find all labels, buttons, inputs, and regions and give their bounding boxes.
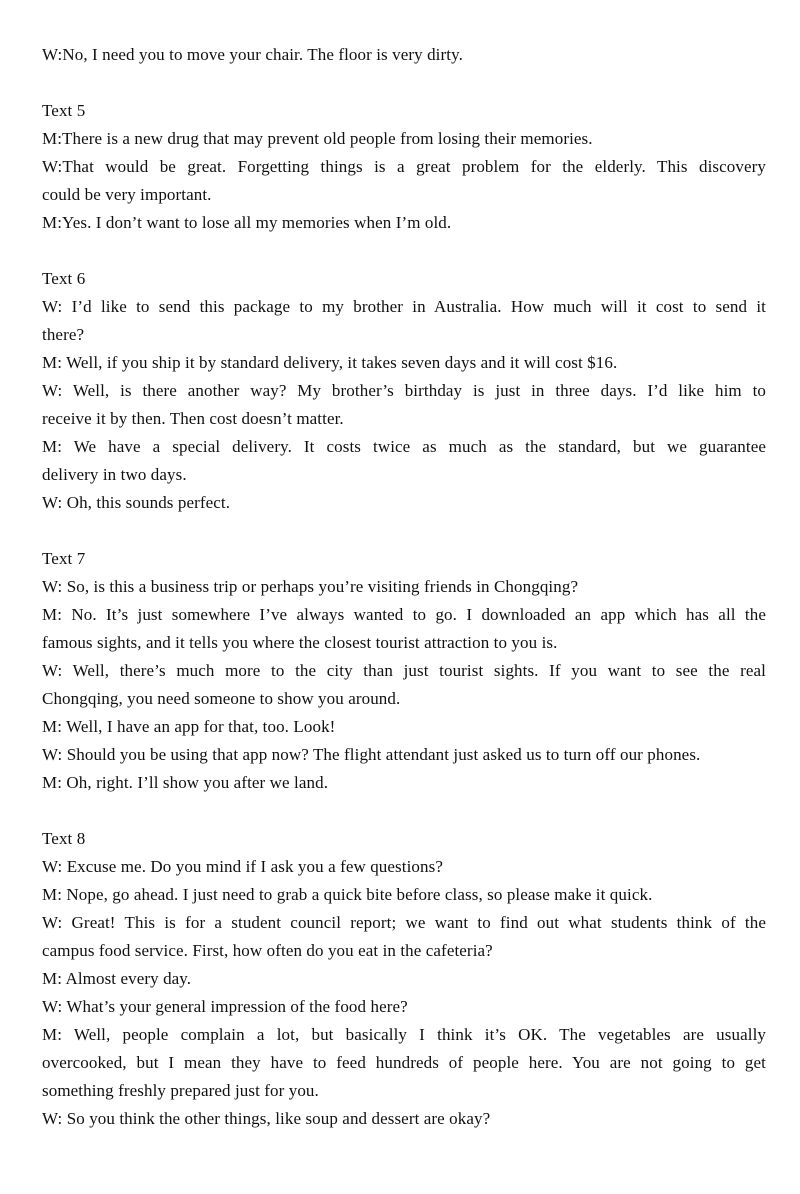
transcript-line: W: Excuse me. Do you mind if I ask you a few questions? xyxy=(42,857,443,876)
transcript-line: M:There is a new drug that may prevent old people from losing their memories. xyxy=(42,129,593,148)
dialogue-block xyxy=(42,825,766,1133)
transcript-line: W:No, I need you to move your chair. The floor is very dirty. xyxy=(42,45,463,64)
dialogue-block xyxy=(42,265,766,517)
transcript-line: delivery in two days. xyxy=(42,465,187,484)
transcript-line: M: We have a special delivery. It costs twice as much as the standard, but we guarantee xyxy=(42,437,766,456)
section-heading: Text 8 xyxy=(42,829,86,848)
transcript-line: M: Well, people complain a lot, but basically I think it’s OK. The vegetables are usually xyxy=(42,1025,766,1044)
transcript-line: W: So, is this a business trip or perhaps you’re visiting friends in Chongqing? xyxy=(42,577,579,596)
transcript-line: W:That would be great. Forgetting things is a great problem for the elderly. This discovery xyxy=(42,157,766,176)
section-heading: Text 7 xyxy=(42,549,86,568)
transcript-line: Chongqing, you need someone to show you around. xyxy=(42,689,401,708)
transcript-line: M: Well, I have an app for that, too. Look! xyxy=(42,717,336,736)
transcript-line: M: Nope, go ahead. I just need to grab a quick bite before class, so please make it quick. xyxy=(42,885,653,904)
transcript-line: W: Well, is there another way? My brother’s birthday is just in three days. I’d like him to xyxy=(42,381,766,400)
transcript-line: W: What’s your general impression of the food here? xyxy=(42,997,408,1016)
transcript-line: W: Great! This is for a student council report; we want to find out what students think of the xyxy=(42,913,766,932)
transcript-line: campus food service. First, how often do you eat in the cafeteria? xyxy=(42,941,493,960)
transcript-line: M: Almost every day. xyxy=(42,969,192,988)
transcript-line: famous sights, and it tells you where the closest tourist attraction to you is. xyxy=(42,633,558,652)
transcript-blocks xyxy=(42,41,766,1133)
transcript-line: W: So you think the other things, like soup and dessert are okay? xyxy=(42,1109,491,1128)
section-heading: Text 5 xyxy=(42,101,86,120)
dialogue-block xyxy=(42,545,766,797)
transcript-line: M: Well, if you ship it by standard delivery, it takes seven days and it will cost $16. xyxy=(42,353,618,372)
transcript-line: W: Well, there’s much more to the city than just tourist sights. If you want to see the real xyxy=(42,661,766,680)
dialogue-block xyxy=(42,41,766,69)
transcript-line: W: Oh, this sounds perfect. xyxy=(42,493,231,512)
transcript-line: M: No. It’s just somewhere I’ve always wanted to go. I downloaded an app which has all the xyxy=(42,605,766,624)
section-heading: Text 6 xyxy=(42,269,86,288)
transcript-line: W: I’d like to send this package to my brother in Australia. How much will it cost to send it xyxy=(42,297,766,316)
transcript-line: something freshly prepared just for you. xyxy=(42,1081,319,1100)
dialogue-block xyxy=(42,97,766,237)
transcript-line: M:Yes. I don’t want to lose all my memories when I’m old. xyxy=(42,213,452,232)
transcript-line: receive it by then. Then cost doesn’t matter. xyxy=(42,409,344,428)
transcript-line: could be very important. xyxy=(42,185,212,204)
transcript-line: overcooked, but I mean they have to feed hundreds of people here. You are not going to get xyxy=(42,1053,766,1072)
transcript-line: there? xyxy=(42,325,85,344)
transcript-line: W: Should you be using that app now? The flight attendant just asked us to turn off our phones. xyxy=(42,745,701,764)
transcript-line: M: Oh, right. I’ll show you after we land. xyxy=(42,773,329,792)
